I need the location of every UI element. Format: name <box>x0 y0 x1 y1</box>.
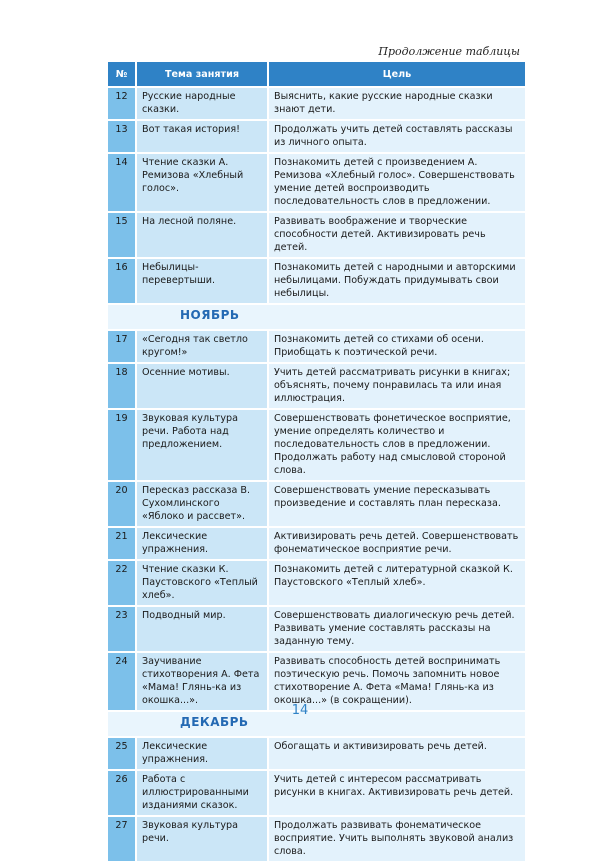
month-header-row <box>108 304 526 330</box>
lesson-number: 18 <box>108 363 136 409</box>
table-row <box>108 153 526 212</box>
lesson-topic: Осенние мотивы. <box>136 363 268 409</box>
lesson-goal: Выяснить, какие русские народные сказки знают дети. <box>268 87 526 120</box>
month-header-cell <box>108 304 526 330</box>
table-row <box>108 606 526 652</box>
lesson-number: 23 <box>108 606 136 652</box>
lesson-goal: Продолжать учить детей составлять рассказы из личного опыта. <box>268 120 526 153</box>
lesson-topic: Лексические упражнения. <box>136 527 268 560</box>
lesson-number: 22 <box>108 560 136 606</box>
lesson-goal: Познакомить детей со стихами об осени. Приобщать к поэтической речи. <box>268 330 526 363</box>
table-body <box>108 87 526 862</box>
lesson-goal: Совершенствовать диалогическую речь детей. Развивать умение составлять рассказы на заданную тему. <box>268 606 526 652</box>
table-row <box>108 770 526 816</box>
lesson-number: 12 <box>108 87 136 120</box>
lesson-number: 15 <box>108 212 136 258</box>
table-row <box>108 816 526 862</box>
lesson-number: 19 <box>108 409 136 481</box>
lesson-topic: Русские народные сказки. <box>136 87 268 120</box>
lesson-number: 27 <box>108 816 136 862</box>
lesson-number: 24 <box>108 652 136 711</box>
lesson-topic: Звуковая культура речи. <box>136 816 268 862</box>
lesson-number: 13 <box>108 120 136 153</box>
month-label: ДЕКАБРЬ <box>180 715 249 729</box>
lesson-topic: На лесной поляне. <box>136 212 268 258</box>
table-row <box>108 363 526 409</box>
table-row <box>108 527 526 560</box>
lesson-number: 26 <box>108 770 136 816</box>
lesson-topic: Звуковая культура речи. Работа над предложением. <box>136 409 268 481</box>
table-row <box>108 120 526 153</box>
column-header-topic: Тема занятия <box>136 62 268 87</box>
lesson-number: 16 <box>108 258 136 304</box>
table-row <box>108 212 526 258</box>
lesson-topic: Чтение сказки К. Паустовского «Теплый хлеб». <box>136 560 268 606</box>
lesson-goal: Активизировать речь детей. Совершенствовать фонематическое восприятие речи. <box>268 527 526 560</box>
column-header-number: № <box>108 62 136 87</box>
lesson-goal: Развивать воображение и творческие способности детей. Активизировать речь детей. <box>268 212 526 258</box>
lesson-goal: Обогащать и активизировать речь детей. <box>268 737 526 770</box>
lesson-goal: Учить детей с интересом рассматривать рисунки в книгах. Активизировать речь детей. <box>268 770 526 816</box>
lesson-goal: Познакомить детей с произведением А. Ремизова «Хлебный голос». Совершенствовать умение детей воспроизводить последовательность слов в предложении. <box>268 153 526 212</box>
column-header-goal: Цель <box>268 62 526 87</box>
lesson-goal: Учить детей рассматривать рисунки в книгах; объяснять, почему понравилась та или иная иллюстрация. <box>268 363 526 409</box>
lesson-topic: Небылицы-перевертыши. <box>136 258 268 304</box>
table-row <box>108 409 526 481</box>
table-row <box>108 330 526 363</box>
lesson-number: 20 <box>108 481 136 527</box>
table-header-row <box>108 62 526 87</box>
lesson-topic: «Сегодня так светло кругом!» <box>136 330 268 363</box>
lesson-topic: Вот такая история! <box>136 120 268 153</box>
lesson-topic: Чтение сказки А. Ремизова «Хлебный голос». <box>136 153 268 212</box>
table-row <box>108 87 526 120</box>
lesson-goal: Познакомить детей с литературной сказкой К. Паустовского «Теплый хлеб». <box>268 560 526 606</box>
table-row <box>108 481 526 527</box>
lesson-number: 17 <box>108 330 136 363</box>
continuation-note: Продолжение таблицы <box>378 45 520 58</box>
table-row <box>108 560 526 606</box>
lesson-number: 21 <box>108 527 136 560</box>
month-label: НОЯБРЬ <box>180 308 240 322</box>
lesson-goal: Развивать способность детей воспринимать поэтическую речь. Помочь запомнить новое стихотворение А. Фета «Мама! Глянь-ка из окошка...» (в сокращении). <box>268 652 526 711</box>
lesson-topic: Заучивание стихотворения А. Фета «Мама! Глянь-ка из окошка...». <box>136 652 268 711</box>
table-row <box>108 258 526 304</box>
lesson-goal: Совершенствовать умение пересказывать произведение и составлять план пересказа. <box>268 481 526 527</box>
page-number: 14 <box>291 703 309 718</box>
lesson-topic: Работа с иллюстрированными изданиями сказок. <box>136 770 268 816</box>
lesson-goal: Продолжать развивать фонематическое восприятие. Учить выполнять звуковой анализ слова. <box>268 816 526 862</box>
lesson-topic: Подводный мир. <box>136 606 268 652</box>
lesson-number: 14 <box>108 153 136 212</box>
lesson-goal: Совершенствовать фонетическое восприятие, умение определять количество и последовательность слов в предложении. Продолжать работу над смысловой стороной слова. <box>268 409 526 481</box>
table-row <box>108 737 526 770</box>
lesson-goal: Познакомить детей с народными и авторскими небылицами. Побуждать придумывать свои небылицы. <box>268 258 526 304</box>
lesson-topic: Лексические упражнения. <box>136 737 268 770</box>
lesson-number: 25 <box>108 737 136 770</box>
lesson-topic: Пересказ рассказа В. Сухомлинского «Яблоко и рассвет». <box>136 481 268 527</box>
lesson-plan-table <box>108 62 527 863</box>
